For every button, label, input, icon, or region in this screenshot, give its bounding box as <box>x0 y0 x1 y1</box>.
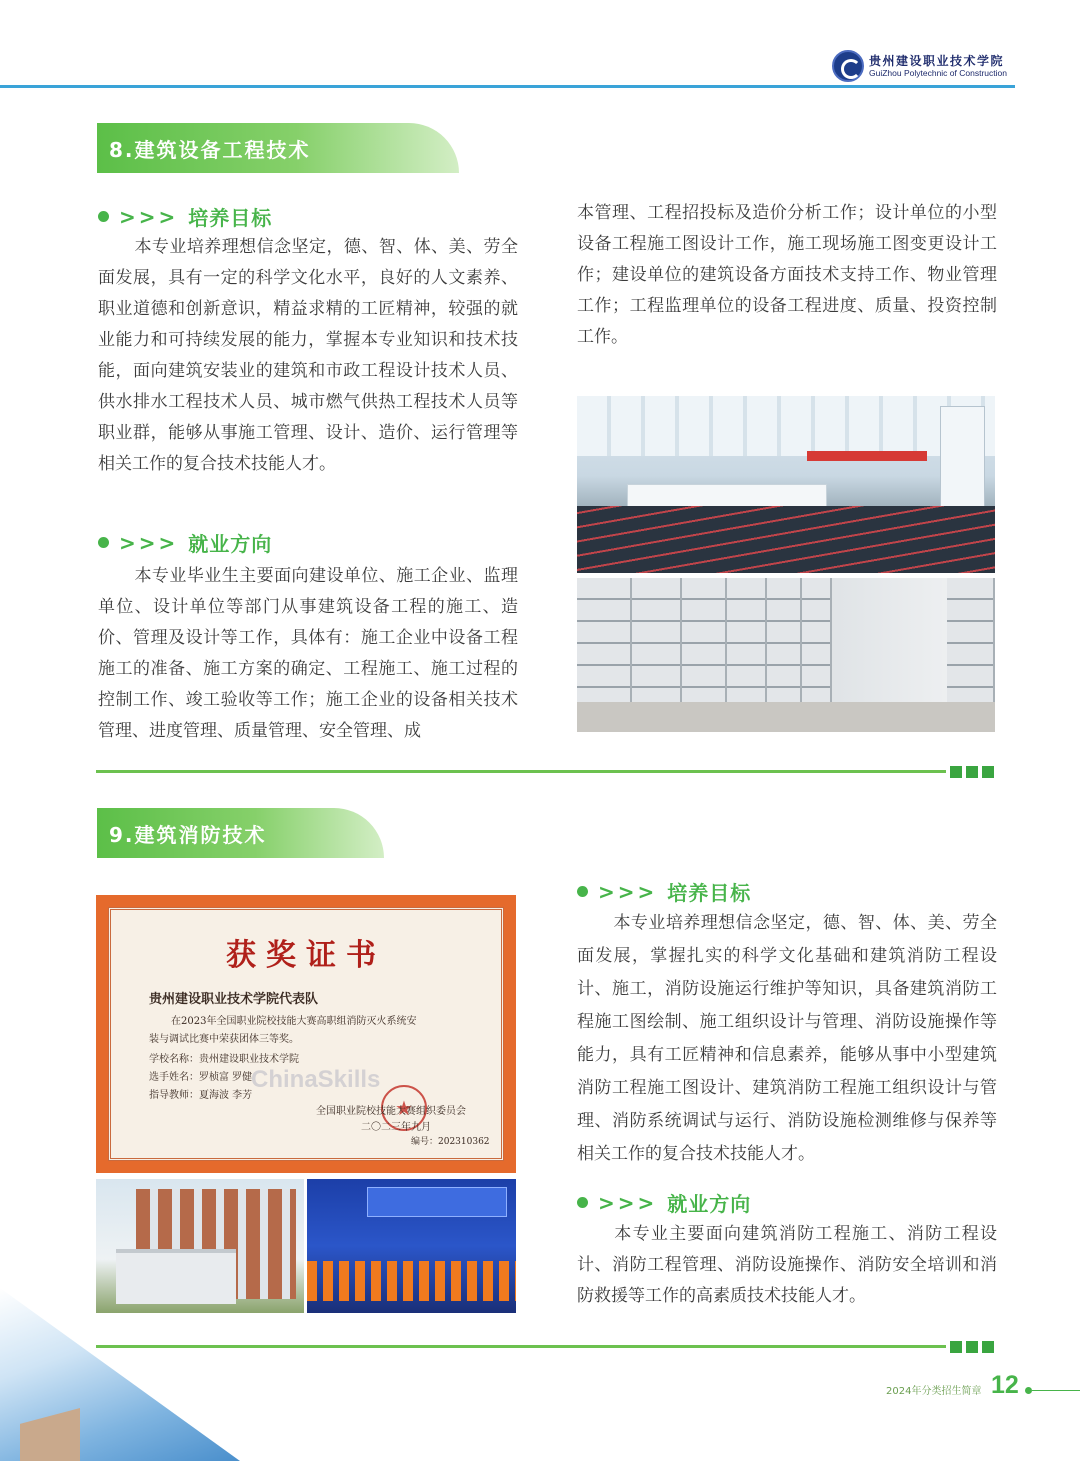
section-8-goal-text: 本专业培养理想信念坚定，德、智、体、美、劳全面发展，具有一定的科学文化水平，良好的人文素养、职业道德和创新意识，精益求精的工匠精神，较强的就业能力和可持续发展的能力，掌握本专业知识和技术技能，面向建筑安装业的建筑和市政工程设计技术人员、供水排水工程技术人员、城市燃气供热工程技术人员等职业群，能够从事施工管理、设计、造价、运行管理等相关工作的复合技术技能人才。 <box>98 237 518 474</box>
lab-photo <box>577 396 995 573</box>
school-logo <box>832 50 1007 82</box>
section-8-goal-heading <box>98 202 272 231</box>
footer-label: 2024年分类招生简章 <box>886 1386 982 1397</box>
heading-text: 就业方向 <box>667 1192 752 1216</box>
divider-squares <box>950 766 994 778</box>
section-9-employment-heading <box>577 1188 751 1217</box>
heading-text: 就业方向 <box>188 532 273 556</box>
heading-arrows: >>> <box>598 1190 658 1215</box>
section-9-goal-text: 本专业培养理想信念坚定，德、智、体、美、劳全面发展，掌握扎实的科学文化基础和建筑消防工程设计、施工，消防设施运行维护等知识，具备建筑消防工程施工图绘制、施工组织设计与管理、消防设施操作等能力，具有工匠精神和信息素养，能够从事中小型建筑消防工程施工图设计、建筑消防工程施工组织设计与管理、消防系统调试与运行、消防设施检测维修与保养等相关工作的复合技术技能人才。 <box>577 913 997 1164</box>
heading-arrows: >>> <box>119 530 179 555</box>
section-8-employment-text: 本专业毕业生主要面向建设单位、施工企业、监理单位、设计单位等部门从事建筑设备工程的施工、造价、管理及设计等工作，具体有：施工企业中设备工程施工的准备、施工方案的确定、工程施工、施工过程的控制工作、竣工验收等工作；施工企业的设备相关技术管理、进度管理、质量管理、安全管理、成 <box>98 566 518 741</box>
certificate-issuer: 全国职业院校技能大赛组织委员会 <box>316 1106 466 1117</box>
certificate-school: 学校名称：贵州建设职业技术学院 <box>149 1054 299 1065</box>
section-8-title: 8.建筑设备工程技术 <box>97 123 459 173</box>
bullet-dot-icon <box>98 537 109 548</box>
section-8-employment-heading <box>98 528 272 557</box>
heading-arrows: >>> <box>119 204 179 229</box>
bullet-dot-icon <box>577 886 588 897</box>
corner-campus-image <box>0 1288 240 1461</box>
switchgear-photo <box>577 578 995 732</box>
school-name-cn: 贵州建设职业技术学院 <box>869 53 1005 68</box>
chinaskills-watermark: ChinaSkills <box>251 1066 381 1093</box>
header-rule <box>0 85 1015 88</box>
certificate-teachers: 指导教师：夏海波 李芳 <box>149 1090 253 1101</box>
heading-text: 培养目标 <box>667 881 752 905</box>
certificate-line-1: 在2023年全国职业院校技能大赛高职组消防灭火系统安 <box>171 1016 417 1027</box>
heading-text: 培养目标 <box>188 206 273 230</box>
heading-arrows: >>> <box>598 879 658 904</box>
section-9-employment-text: 本专业主要面向建筑消防工程施工、消防工程设计、消防工程管理、消防设施操作、消防安全培训和消防救援等工作的高素质技术技能人才。 <box>577 1224 997 1306</box>
certificate-team: 贵州建设职业技术学院代表队 <box>149 992 319 1007</box>
certificate-date: 二〇二三年九月 <box>361 1122 431 1133</box>
award-ceremony-photo <box>307 1179 516 1313</box>
section-divider <box>96 770 946 773</box>
section-9-goal-heading <box>577 877 751 906</box>
divider-squares <box>950 1341 994 1353</box>
section-9-title: 9.建筑消防技术 <box>97 808 384 858</box>
certificate-title: 获奖证书 <box>226 938 386 973</box>
section-8-employment-continued: 本管理、工程招投标及造价分析工作；设计单位的小型设备工程施工图设计工作，施工现场施工图变更设计工作；建设单位的建筑设备方面技术支持工作、物业管理工作；工程监理单位的设备工程进度、质量、投资控制工作。 <box>577 203 997 347</box>
footer-rule <box>1032 1390 1080 1391</box>
school-emblem-icon <box>832 50 864 82</box>
certificate-students: 选手姓名：罗桢富 罗健 <box>149 1072 253 1083</box>
page-number: 12 <box>991 1371 1019 1399</box>
school-name-en: GuiZhou Polytechnic of Construction <box>869 67 1007 78</box>
bullet-dot-icon <box>577 1197 588 1208</box>
certificate-line-2: 装与调试比赛中荣获团体三等奖。 <box>149 1034 299 1045</box>
bullet-dot-icon <box>98 211 109 222</box>
footer-dot-icon <box>1025 1387 1032 1394</box>
award-certificate-photo <box>96 895 516 1173</box>
certificate-number: 编号：202310362 <box>411 1137 490 1147</box>
